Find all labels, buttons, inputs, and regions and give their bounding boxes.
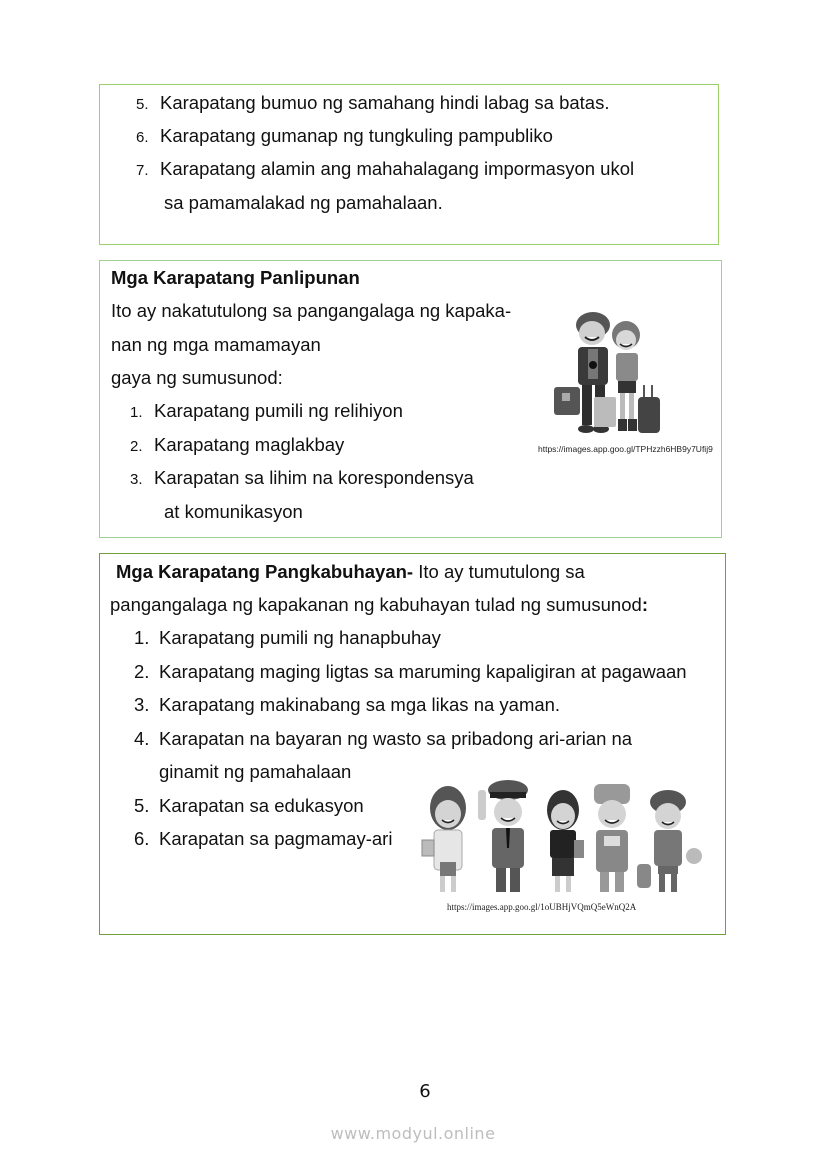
item-number: 7.	[136, 162, 149, 179]
page-number: 6	[419, 1081, 431, 1102]
intro-line: gaya ng sumusunod:	[111, 367, 283, 388]
item-number: 1.	[130, 404, 143, 421]
watermark[interactable]: www.modyul.online	[330, 1124, 496, 1143]
list-item	[134, 795, 364, 817]
item-number: 3.	[134, 694, 150, 715]
workers-illustration-icon	[418, 770, 713, 900]
travelers-illustration-icon	[548, 305, 673, 440]
intro-line	[110, 594, 648, 616]
item-number: 5.	[134, 795, 150, 816]
list-item	[134, 828, 392, 850]
list-item-continuation: sa pamamalakad ng pamahalaan.	[164, 192, 443, 213]
item-number: 5.	[136, 96, 149, 113]
item-text: Karapatang makinabang sa mga likas na yaman.	[159, 694, 561, 715]
section-title-text: Mga Karapatang Panlipunan	[111, 267, 360, 288]
intro-colon: :	[641, 594, 648, 615]
list-item	[134, 661, 687, 683]
item-text: Karapatang maglakbay	[154, 434, 345, 455]
intro-text: Ito ay tumutulong sa	[413, 561, 585, 582]
item-number: 2.	[130, 438, 143, 455]
item-text: Karapatang maging ligtas sa maruming kapaligiran at pagawaan	[159, 661, 687, 682]
list-item	[136, 125, 553, 149]
list-item	[134, 627, 441, 649]
list-item-continuation: at komunikasyon	[164, 501, 303, 522]
list-item-continuation: ginamit ng pamahalaan	[159, 761, 352, 782]
item-text: Karapatang bumuo ng samahang hindi labag sa batas.	[160, 92, 610, 113]
intro-line: Ito ay nakatutulong sa pangangalaga ng kapaka-	[111, 300, 512, 321]
section-title-text: Mga Karapatang Pangkabuhayan-	[116, 561, 414, 582]
item-number: 6.	[136, 129, 149, 146]
image-caption: https://images.app.goo.gl/1oUBHjVQmQ5eWnQ2A	[447, 902, 637, 912]
item-text: Karapatan sa pagmamay-ari	[159, 828, 393, 849]
section-title	[111, 267, 360, 289]
list-item	[134, 728, 632, 750]
list-item	[136, 92, 609, 116]
item-number: 6.	[134, 828, 150, 849]
list-item	[130, 400, 403, 424]
item-text: Karapatan sa edukasyon	[159, 795, 364, 816]
item-text: Karapatan na bayaran ng wasto sa pribadong ari-arian na	[159, 728, 633, 749]
item-text: Karapatang alamin ang mahahalagang impormasyon ukol	[160, 158, 635, 179]
list-item	[130, 467, 474, 491]
item-number: 4.	[134, 728, 150, 749]
item-text: Karapatang pumili ng hanapbuhay	[159, 627, 441, 648]
list-item	[134, 694, 560, 716]
intro-text: pangangalaga ng kapakanan ng kabuhayan tulad ng sumusunod	[110, 594, 642, 615]
list-item	[130, 434, 344, 458]
item-number: 1.	[134, 627, 150, 648]
section-intro	[116, 561, 585, 583]
image-caption: https://images.app.goo.gl/TPHzzh6HB9y7Ufij9	[538, 444, 713, 454]
item-text: Karapatang gumanap ng tungkuling pampubliko	[160, 125, 553, 146]
item-number: 2.	[134, 661, 150, 682]
item-text: Karapatang pumili ng relihiyon	[154, 400, 403, 421]
item-text: Karapatan sa lihim na korespondensya	[154, 467, 474, 488]
item-number: 3.	[130, 471, 143, 488]
intro-line: nan ng mga mamamayan	[111, 334, 321, 355]
list-item	[136, 158, 634, 182]
